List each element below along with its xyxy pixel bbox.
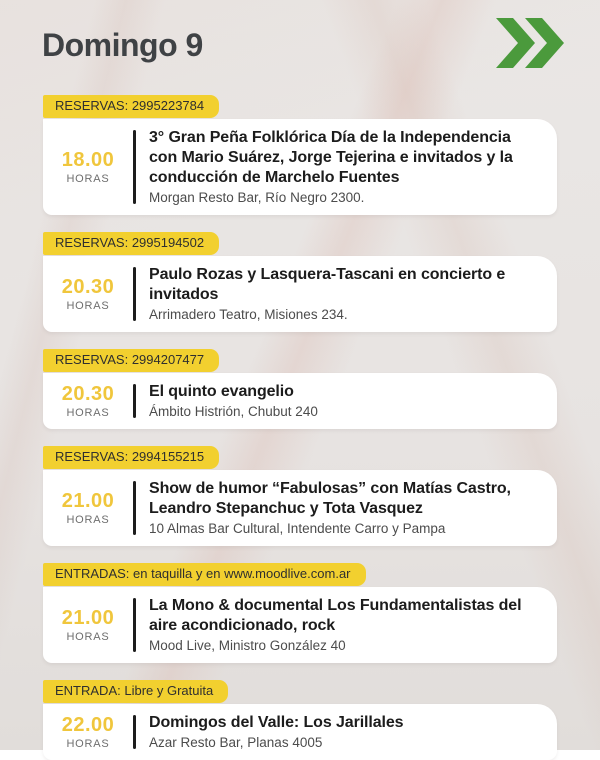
time-value: 20.30 — [61, 383, 115, 405]
event-venue: Morgan Resto Bar, Río Negro 2300. — [149, 190, 365, 205]
event-section — [43, 563, 600, 663]
time-unit: HORAS — [66, 407, 110, 419]
page-title: Domingo 9 — [42, 27, 203, 63]
event-info — [136, 595, 557, 655]
time-value: 21.00 — [61, 607, 115, 629]
event-card — [43, 373, 557, 429]
event-title: Show de humor “Fabulosas” con Matías Castro, Leandro Stepanchuc y Tota Vasquez — [149, 480, 511, 517]
event-venue: Arrimadero Teatro, Misiones 234. — [149, 307, 348, 322]
time-value: 21.00 — [61, 490, 115, 512]
event-section — [43, 232, 600, 332]
event-title: La Mono & documental Los Fundamentalistas del aire acondicionado, rock — [149, 597, 522, 634]
event-info — [136, 381, 557, 421]
event-time-block — [43, 276, 133, 312]
event-section — [43, 95, 600, 215]
event-time-block — [43, 149, 133, 185]
event-time-block — [43, 383, 133, 419]
event-card — [43, 704, 557, 760]
event-section — [43, 446, 600, 546]
ticket-label: RESERVAS: 2994207477 — [43, 349, 219, 372]
time-value: 20.30 — [61, 276, 115, 298]
event-info — [136, 264, 557, 324]
chevron-right-icon — [496, 18, 535, 68]
event-card — [43, 119, 557, 215]
time-unit: HORAS — [66, 514, 110, 526]
event-time-block — [43, 714, 133, 750]
ticket-label: ENTRADAS: en taquilla y en www.moodlive.com.ar — [43, 563, 366, 586]
event-section — [43, 680, 600, 760]
event-title: Domingos del Valle: Los Jarillales — [149, 714, 404, 731]
ticket-label: RESERVAS: 2995223784 — [43, 95, 219, 118]
event-card — [43, 470, 557, 546]
event-title: Paulo Rozas y Lasquera-Tascani en concierto e invitados — [149, 266, 506, 303]
event-card — [43, 256, 557, 332]
event-info — [136, 127, 557, 207]
ticket-label: RESERVAS: 2994155215 — [43, 446, 219, 469]
event-title: 3° Gran Peña Folklórica Día de la Independencia con Mario Suárez, Jorge Tejerina e invitados y la conducción de Marchelo Fuentes — [149, 129, 513, 186]
double-chevron-icon — [496, 18, 570, 73]
time-value: 22.00 — [61, 714, 115, 736]
event-venue: Ámbito Histrión, Chubut 240 — [149, 404, 318, 419]
time-unit: HORAS — [66, 738, 110, 750]
event-card — [43, 587, 557, 663]
time-unit: HORAS — [66, 173, 110, 185]
event-venue: 10 Almas Bar Cultural, Intendente Carro y Pampa — [149, 521, 446, 536]
event-venue: Mood Live, Ministro González 40 — [149, 638, 346, 653]
ticket-label: ENTRADA: Libre y Gratuita — [43, 680, 228, 703]
time-value: 18.00 — [61, 149, 115, 171]
event-title: El quinto evangelio — [149, 383, 294, 400]
event-time-block — [43, 607, 133, 643]
time-unit: HORAS — [66, 300, 110, 312]
time-unit: HORAS — [66, 631, 110, 643]
ticket-label: RESERVAS: 2995194502 — [43, 232, 219, 255]
event-info — [136, 478, 557, 538]
event-time-block — [43, 490, 133, 526]
event-section — [43, 349, 600, 429]
event-venue: Azar Resto Bar, Planas 4005 — [149, 735, 323, 750]
event-list — [0, 73, 600, 760]
flyer-header — [0, 0, 600, 73]
event-info — [136, 712, 557, 752]
